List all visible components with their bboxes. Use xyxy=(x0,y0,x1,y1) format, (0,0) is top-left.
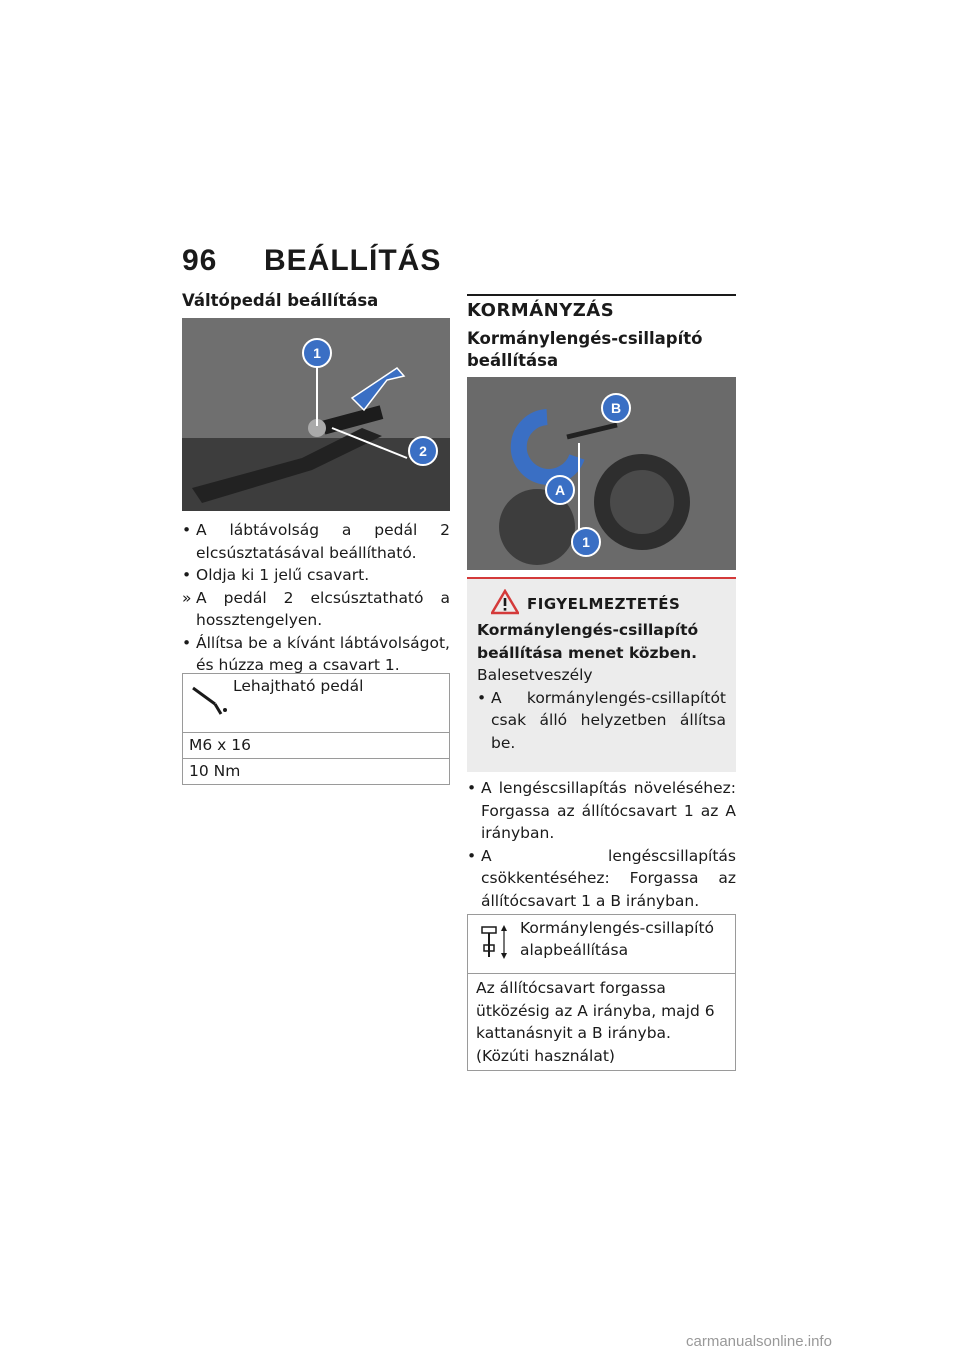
page-title: BEÁLLÍTÁS xyxy=(264,244,442,277)
warning-triangle-icon xyxy=(491,589,519,615)
warning-line: Balesetveszély xyxy=(477,666,593,684)
spec-row: M6 x 16 xyxy=(183,732,449,758)
warning-label: FIGYELMEZTETÉS xyxy=(527,595,681,613)
list-item: • A lábtávolság a pedál 2 elcsúsztatásával beállítható. xyxy=(182,521,450,562)
page-number: 96 xyxy=(182,244,218,277)
list-item: » A pedál 2 elcsúsztatható a hossztengelyen. xyxy=(182,588,450,629)
wrench-icon xyxy=(189,682,229,718)
callout-B: B xyxy=(601,393,631,423)
left-instructions xyxy=(182,519,450,677)
left-heading: Váltópedál beállítása xyxy=(182,291,379,310)
callout-A: A xyxy=(545,475,575,505)
callout-2: 2 xyxy=(408,436,438,466)
warning-bold: Kormánylengés-csillapító beállítása menet közben. xyxy=(477,621,699,662)
callout-1: 1 xyxy=(302,338,332,368)
list-item: • A lengéscsillapítás növeléséhez: Forgassa az állítócsavart 1 az A irányban. xyxy=(467,779,736,842)
shift-pedal-photo xyxy=(182,318,450,511)
list-item: • A lengéscsillapítás csökkentéséhez: Forgassa az állítócsavart 1 a B irányban. xyxy=(467,846,736,910)
section-title: KORMÁNYZÁS xyxy=(467,300,615,321)
spec-body: Az állítócsavart forgassa ütközésig az A irányba, majd 6 kattanásnyit a B irányba. (Közúti használat) xyxy=(468,973,735,1070)
callout-1: 1 xyxy=(571,527,601,557)
footer-watermark: carmanualsonline.info xyxy=(686,1333,832,1350)
spec-row: 10 Nm xyxy=(183,758,449,784)
right-heading: Kormánylengés-csillapító beállítása xyxy=(467,329,703,370)
list-item: • Állítsa be a kívánt lábtávolságot, és húzza meg a csavart 1. xyxy=(182,633,450,674)
steering-damper-photo xyxy=(467,377,736,570)
section-rule xyxy=(467,294,736,296)
left-spec-box xyxy=(182,673,450,785)
page-header xyxy=(182,244,441,278)
warning-box xyxy=(467,577,736,772)
spec-title: Lehajtható pedál xyxy=(233,677,364,695)
right-instructions xyxy=(467,777,736,912)
list-item: • A kormánylengés-csillapítót csak álló helyzetben állítsa be. xyxy=(477,688,726,752)
right-spec-box xyxy=(467,914,736,1071)
list-item: • Oldja ki 1 jelű csavart. xyxy=(182,566,370,584)
spec-title: Kormánylengés-csillapító alapbeállítása xyxy=(520,919,714,959)
damper-icon xyxy=(478,923,512,963)
